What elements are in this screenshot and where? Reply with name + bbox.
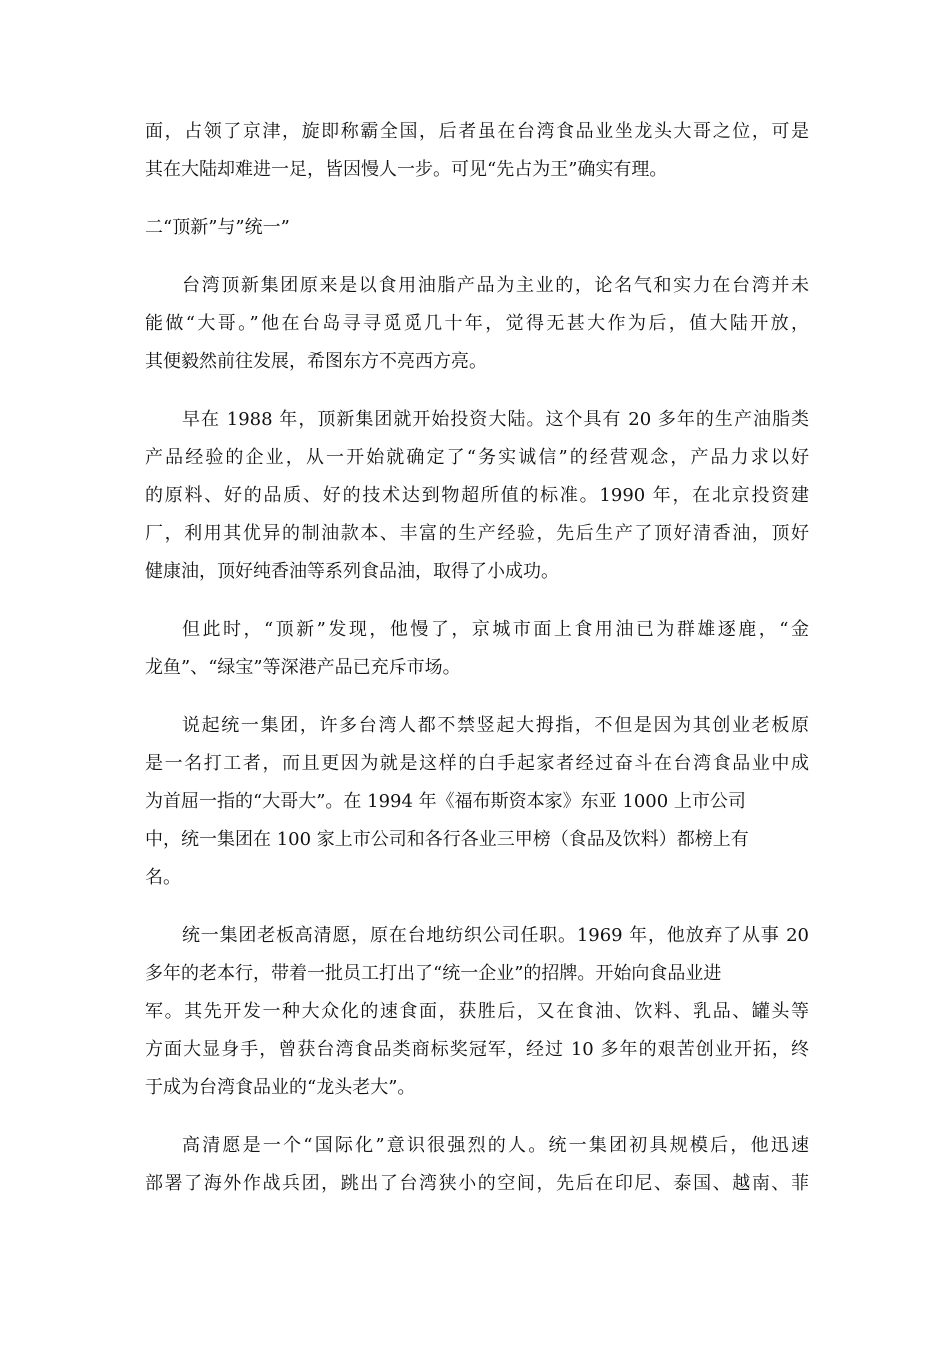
text-line: 台湾顶新集团原来是以食用油脂产品为主业的，论名气和实力在台湾并未 <box>182 275 809 296</box>
text-line: 的原料、好的品质、好的技术达到物超所值的标准。1990 年，在北京投资建 <box>145 485 809 506</box>
paragraph <box>145 113 809 189</box>
text-line: 龙鱼”、“绿宝”等深港产品已充斥市场。 <box>145 657 461 678</box>
text-line: 是一名打工者，而且更因为就是这样的白手起家者经过奋斗在台湾食品业中成 <box>145 753 809 774</box>
text-line: 于成为台湾食品业的“龙头老大”。 <box>145 1077 416 1098</box>
paragraph-gap <box>145 189 809 209</box>
paragraph <box>145 917 809 1107</box>
paragraph-gap <box>145 897 809 917</box>
text-line: 部署了海外作战兵团，跳出了台湾狭小的空间，先后在印尼、泰国、越南、菲 <box>145 1173 809 1194</box>
paragraph <box>145 267 809 381</box>
text-line: 为首屈一指的“大哥大”。在 1994 年《福布斯资本家》东亚 1000 上市公司 <box>145 791 746 812</box>
text-line: 军。其先开发一种大众化的速食面，获胜后，又在食油、饮料、乳品、罐头等 <box>145 1001 809 1022</box>
text-line: 厂，利用其优异的制油款本、丰富的生产经验，先后生产了顶好清香油，顶好 <box>145 523 809 544</box>
text-line: 产品经验的企业，从一开始就确定了“务实诚信”的经营观念，产品力求以好 <box>145 447 809 468</box>
text-line: 健康油，顶好纯香油等系列食品油，取得了小成功。 <box>145 561 559 582</box>
paragraph <box>145 1127 809 1203</box>
text-line: 但此时，“顶新”发现，他慢了，京城市面上食用油已为群雄逐鹿，“金 <box>182 619 809 640</box>
text-line: 方面大显身手，曾获台湾食品类商标奖冠军，经过 10 多年的艰苦创业开拓，终 <box>145 1039 809 1060</box>
text-line: 早在 1988 年，顶新集团就开始投资大陆。这个具有 20 多年的生产油脂类 <box>182 409 809 430</box>
section-heading <box>145 209 809 247</box>
text-line: 说起统一集团，许多台湾人都不禁竖起大拇指，不但是因为其创业老板原 <box>182 715 809 736</box>
text-line: 其在大陆却难进一足，皆因慢人一步。可见“先占为王”确实有理。 <box>145 159 668 180</box>
text-line: 高清愿是一个“国际化”意识很强烈的人。统一集团初具规模后，他迅速 <box>182 1135 809 1156</box>
paragraph-gap <box>145 591 809 611</box>
text-line: 中，统一集团在 100 家上市公司和各行各业三甲榜（食品及饮料）都榜上有 <box>145 829 749 850</box>
paragraph-gap <box>145 247 809 267</box>
heading-text: 二“顶新”与”统一” <box>145 217 290 238</box>
paragraph <box>145 707 809 897</box>
text-line: 面，占领了京津，旋即称霸全国，后者虽在台湾食品业坐龙头大哥之位，可是 <box>145 121 809 142</box>
text-line: 多年的老本行，带着一批员工打出了“统一企业”的招牌。开始向食品业进 <box>145 963 722 984</box>
paragraph-gap <box>145 381 809 401</box>
document-body <box>145 113 809 1203</box>
paragraph-gap <box>145 1107 809 1127</box>
text-line: 能做“大哥。”他在台岛寻寻觅觅几十年，觉得无甚大作为后，值大陆开放， <box>145 313 809 334</box>
text-line: 名。 <box>145 867 181 888</box>
paragraph <box>145 401 809 591</box>
paragraph-gap <box>145 687 809 707</box>
paragraph <box>145 611 809 687</box>
text-line: 其便毅然前往发展，希图东方不亮西方亮。 <box>145 351 487 372</box>
text-line: 统一集团老板高清愿，原在台地纺织公司任职。1969 年，他放弃了从事 20 <box>182 925 809 946</box>
